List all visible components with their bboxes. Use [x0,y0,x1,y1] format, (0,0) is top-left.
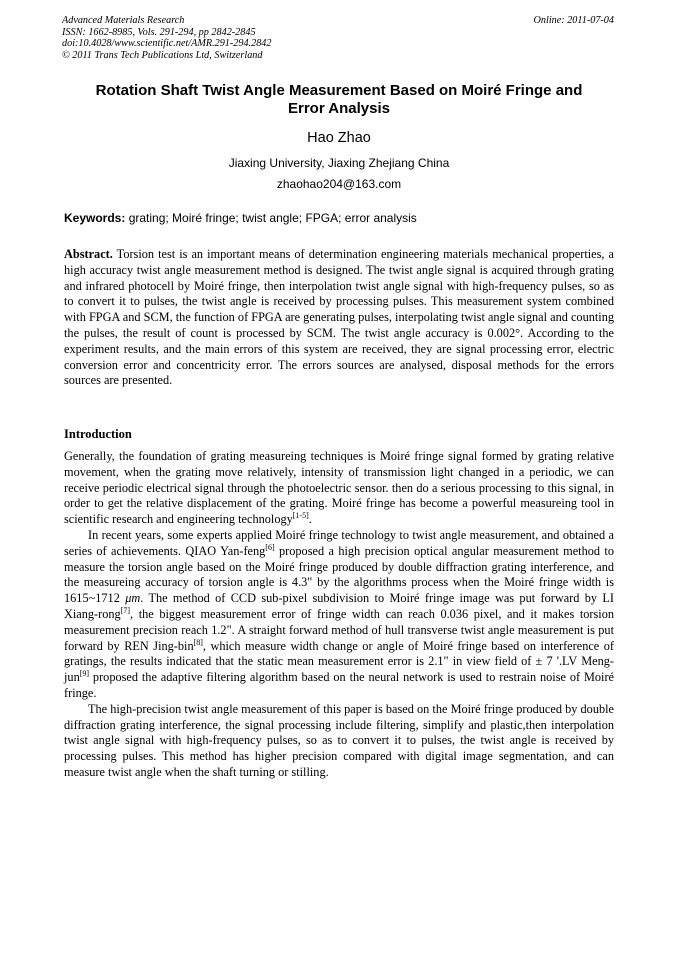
intro-paragraph-1 [64,449,614,528]
citation-8: [8] [193,637,203,647]
keywords [64,211,614,226]
citation-9: [9] [79,669,90,679]
abstract-label: Abstract. [64,247,113,261]
intro-p2-f: proposed the adaptive filtering algorithm based on the neural network is used to restrain noise of Moiré fringe. [64,670,614,700]
citation-1-5: [1-5] [292,511,309,521]
journal-header [62,15,271,61]
intro-p2-d: , the biggest measurement error of fringe width can reach 0.036 pixel, and it makes torsion measurement precision reach 1.2". A straight forward method of hull transverse twist angle measurement is put forward by REN Jing-bin [64,606,614,653]
paper-title [64,82,614,118]
intro-p2-a: In recent years, some experts applied Moiré fringe technology to twist angle measurement, and obtained a series of achievements. QIAO Yan-feng [64,527,614,558]
intro-p1-text: Generally, the foundation of grating measureing techniques is Moiré fringe signal formed by grating relative movement, when the grating move relatively, intensity of transmission light changed in a periodic, we can receive periodic electrical signal through the photoelectric sensor. then do a serious processing to this signal, in order to get the relative displacement of the grating. Moiré fringe has become a powerful measureing tool in scientific research and engineering technology [64,449,614,527]
micrometer-unit: μm [125,591,141,606]
introduction-body [64,449,614,781]
keywords-text: grating; Moiré fringe; twist angle; FPGA; error analysis [125,211,417,225]
title-line-1: Rotation Shaft Twist Angle Measurement Based on Moiré Fringe and [95,82,583,99]
journal-name: Advanced Materials Research [62,15,185,26]
abstract-text: Torsion test is an important means of determination engineering materials mechanical properties, a high accuracy twist angle measurement method is designed. The twist angle signal is acquired through grating and infrared photocell by Moiré fringe, then interpolation twist angle signal with high-frequency pulses, so as to convert it to pulses, the twist angle is received by processing pulses. This measurement system combined with FPGA and SCM, the function of FPGA are generating pulses, interpolating twist angle signal and counting the pulses, the result of count is processed by SCM. The twist angle accuracy is 0.002°. According to the experiment results, and the main errors of this system are received, they are signal processing error, electric conversion error and concentricity error. The errors sources are analysed, disposal methods for the errors sources are presented. [64,247,614,388]
citation-7: [7] [120,605,131,615]
intro-paragraph-3: The high-precision twist angle measurement of this paper is based on the Moiré fringe produced by double diffraction grating interference, the signal processing include filtering, simplify and plastic,then interpolation twist angle signal with high-frequency pulses, so as to convert it to pulses, the twist angle is received by processing pulses. This method has higher precision compared with digital image segmentation, and can measure twist angle when the shaft turning or stilling. [64,701,614,779]
issn-line: ISSN: 1662-8985, Vols. 291-294, pp 2842-2845 [62,26,256,38]
author-affiliation: Jiaxing University, Jiaxing Zhejiang China [228,156,450,170]
intro-paragraph-2 [64,528,614,702]
author-email: zhaohao204@163.com [276,177,402,191]
copyright-line: © 2011 Trans Tech Publications Ltd, Switzerland [62,49,263,61]
intro-p2-b: proposed a high precision optical angular measurement method to measure the torsion angle based on the Moiré fringe produced by double diffraction grating interference, and the measureing accuracy of torsion angle is 4.3" by the algorithms process when the Moiré fringe width is 1615~1712 [64,543,614,606]
intro-p2-e: , which measure width change or angle of Moiré fringe based on interference of gratings, the results indicated that the static mean measurement error is 2.1" in view field of ± 7 '.LV Meng-jun [64,638,614,685]
online-date: Online: 2011-07-04 [533,15,614,26]
introduction-heading: Introduction [64,427,132,441]
author-name: Hao Zhao [307,130,371,146]
keywords-label: Keywords: [64,211,126,225]
abstract [64,247,614,389]
intro-p2-c: . The method of CCD sub-pixel subdivision to Moiré fringe image was put forward by LI Xiang-rong [64,591,614,621]
doi-line: doi:10.4028/www.scientific.net/AMR.291-294.2842 [62,38,272,49]
citation-6: [6] [265,542,275,552]
intro-p1-end: . [308,512,312,527]
title-line-2: Error Analysis [288,100,390,117]
